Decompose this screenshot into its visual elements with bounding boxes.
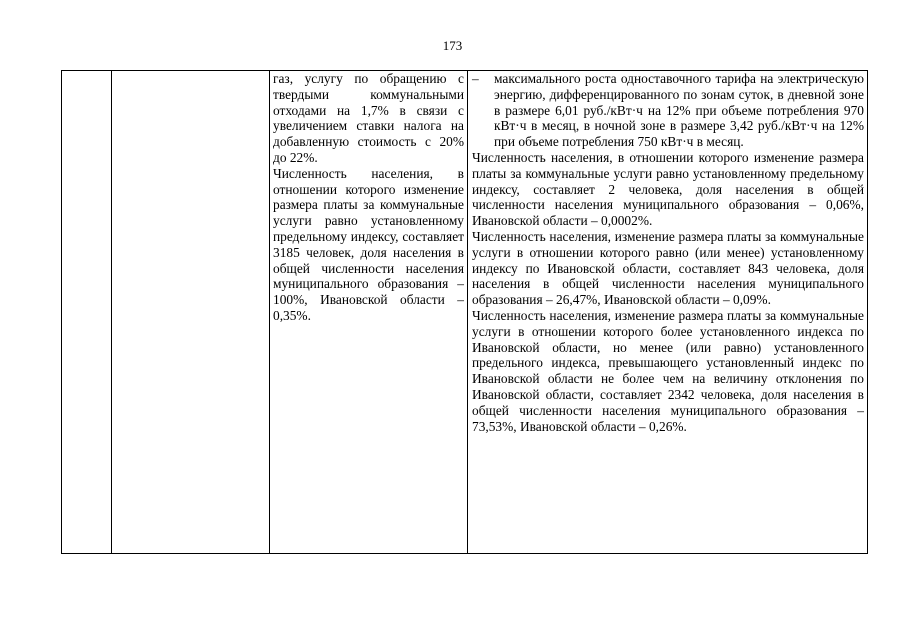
bullet-dash: – [472,71,479,86]
table-cell-col4 [468,71,868,554]
table-cell-col2 [112,71,270,554]
col4-bullet-item [472,71,864,150]
col3-paragraph-1: газ, услугу по обращению с твердыми коммунальными отходами на 1,7% в связи с увеличением ставки налога на добавленную стоимость с 20% до 22%. [273,71,464,165]
table-row [62,71,868,554]
bullet-text: максимального роста одноставочного тарифа на электрическую энергию, дифференцированного по зонам суток, в дневной зоне в размере 6,01 руб./кВт·ч на 12% при объеме потребления 970 кВт·ч в месяц, в ночной зоне в размере 3,42 руб./кВт·ч на 12% при объеме потребления 750 кВт·ч в месяц. [494,71,864,150]
col3-paragraph-2: Численность населения, в отношении которого изменение размера платы за коммунальные услуги равно установленному предельному индексу, составляет 3185 человек, доля населения в общей численности населения муниципального образования – 100%, Ивановской области – 0,35%. [273,165,464,323]
col4-paragraph-3: Численность населения, изменение размера платы за коммунальные услуги в отношении которого более установленного индекса по Ивановской области, но менее (или равно) установленного предельного индекса, превышающего установленный индекс по Ивановской области не более чем на величину отклонения по Ивановской области, составляет 2342 человека, доля населения в общей численности населения муниципального образования – 73,53%, Ивановской области – 0,26%. [472,307,864,434]
table-cell-col1 [62,71,112,554]
document-table [61,70,868,554]
table-cell-col3 [270,71,468,554]
page-number: 173 [442,38,463,53]
col4-paragraph-1: Численность населения, в отношении которого изменение размера платы за коммунальные услуги равно установленному предельному индексу, составляет 2 человека, доля населения в общей численности населения муниципального образования – 0,06%, Ивановской области – 0,0002%. [472,149,864,229]
col4-paragraph-2: Численность населения, изменение размера платы за коммунальные услуги в отношении которого равно (или менее) установленному индексу по Ивановской области, составляет 843 человека, доля населения в общей численности населения муниципального образования – 26,47%, Ивановской области – 0,09%. [472,228,864,308]
